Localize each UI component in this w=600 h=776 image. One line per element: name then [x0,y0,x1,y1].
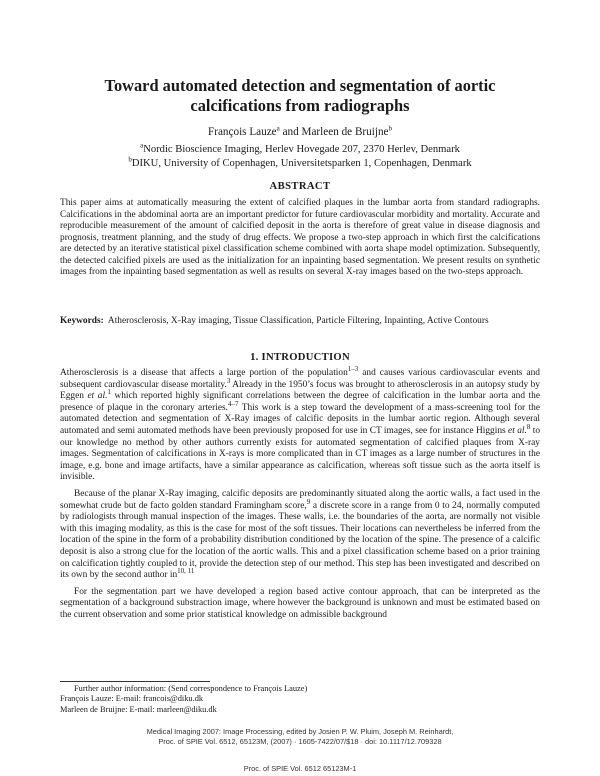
citation: 9 [306,497,311,506]
abstract-heading: ABSTRACT [269,181,331,192]
introduction-body [60,364,541,626]
paragraph: Atherosclerosis is a disease that affects a large portion of the population$^{1-3}$ and causes various cardiovascular events and subsequent cardiovascular disease mortality.$^3$ Already in the 1950’s focus was brought to atherosclerosis in an autopsy study by Eggen et al.$^1$ which reported highly significant correlations between the degree of calcification in the lumbar aorta and the presence of plaque in the coronary arteries.$^{4-7}$ This work is a step toward the development of a mass-screening tool for the automated detection and segmentation of X-Ray images of calcific deposits in the lumbar aortic region. Although several automated and semi automated methods have been previously proposed for use in CT images, see for instance Higgins et al.$^8$ to our knowledge no method by other authors currently exists for automated segmentation of calcified plaques from X-ray images. Segmentation of calcifications in X-rays is more complicated than in CT images as a large number of structures in the image, e.g. bone and image artifacts, have a similar appearance as calcification, whereas soft tissue such as the aorta itself is invisible. [60,364,541,483]
citation: 3 [226,376,231,385]
affiliation-text: DIKU, University of Copenhagen, Universitetsparken 1, Copenhagen, Denmark [131,157,472,169]
affiliation-mark: a [140,141,144,150]
keywords-text: Atherosclerosis, X-Ray imaging, Tissue Classification, Particle Filtering, Inpainting, Active Contours [107,316,489,326]
citation: 10, 11 [177,566,195,575]
citation: 8 [526,422,531,431]
paper-title [60,76,540,116]
author-separator: and [279,126,302,138]
publication-info [60,727,540,746]
citation: 1–3 [347,364,359,373]
publication-line-2: Proc. of SPIE Vol. 6512, 65123M, (2007) · 1605-7422/07/$18 · doi: 10.1117/12.709328 [158,736,442,746]
title-line-1: Toward automated detection and segmentation of aortic [104,76,496,95]
citation: 4–7 [227,399,239,408]
title-line-2: calcifications from radiographs [190,96,410,115]
footnotes [60,684,540,715]
footnote-correspondence: Further author information: (Send correspondence to François Lauze) [74,684,308,693]
affiliations [60,143,540,170]
keywords [60,316,540,328]
author-list [60,125,540,139]
keywords-label: Keywords: [60,316,104,326]
affiliation-text: Nordic Bioscience Imaging, Herlev Hovegade 207, 2370 Herlev, Denmark [143,144,460,155]
citation: 1 [107,388,111,397]
publication-line-1: Medical Imaging 2007: Image Processing, edited by Josien P. W. Pluim, Joseph M. Reinhardt, [146,727,454,736]
footnote-email: François Lauze: E-mail: francois@diku.dk [60,694,204,704]
author-name: François Lauze [208,126,277,138]
author-name: Marleen de Bruijne [301,126,389,138]
paragraph: For the segmentation part we have developed a region based active contour approach, that can be interpreted as the segmentation of a background substraction image, where however the background is unknown and must be estimated based on the current observation and some prior statistical knowledge on admissible background [60,586,540,620]
affiliation-line [60,143,540,157]
page-footer: Proc. of SPIE Vol. 6512 65123M-1 [243,764,357,773]
footnote-rule [60,681,210,682]
paragraph: Because of the planar X-Ray imaging, calcific deposits are predominantly situated along the aortic walls, a fact used in the somewhat crude but de facto golden standard Framingham score,$^9$ a discrete score in a range from 0 to 24, normally computed by radiologists through manual inspection of the images. These walls, i.e. the boundaries of the aorta, are normally not visible with this imaging modality, as this is the case for most of the soft tissues. Their locations can nevertheless be inferred from the location of the spine in the form of a probability distribution conditioned by the location of the spine. The presence of a calcific deposit is also a strong clue for the location of the aortic walls. This and a pixel classification scheme based on a prior training on calcification tightly coupled to it, provide the detection step of our method. This step has been investigated and described on its own by the second author in$^{10, 11}$ [60,488,540,581]
affiliation-line [60,154,540,171]
footnote-email: Marleen de Bruijne: E-mail: marleen@diku.dk [60,704,217,714]
abstract-text: This paper aims at automatically measuring the extent of calcified plaques in the lumbar aorta from standard radiographs. Calcifications in the abdominal aorta are an important predictor for future cardiovascular morbidity and mortality. Accurate and reproducible measurement of the amount of calcified deposit in the aorta is therefore of great value in disease diagnosis and prognosis, treatment planning, and the study of drug effects. We propose a two-step approach in which first the calcifications are detected by an iterative statistical pixel classification scheme combined with aorta shape model optimization. Subsequently, the detected calcified pixels are used as the initialization for an inpainting based segmentation. We present results on synthetic images from the inpainting based segmentation as well as results on several X-ray images based on the two-steps approach. [60,198,540,277]
affiliation-mark: b [128,154,132,163]
affiliation-mark: b [388,124,392,133]
section-heading-introduction: 1. INTRODUCTION [250,352,350,363]
affiliation-mark: a [276,124,280,133]
